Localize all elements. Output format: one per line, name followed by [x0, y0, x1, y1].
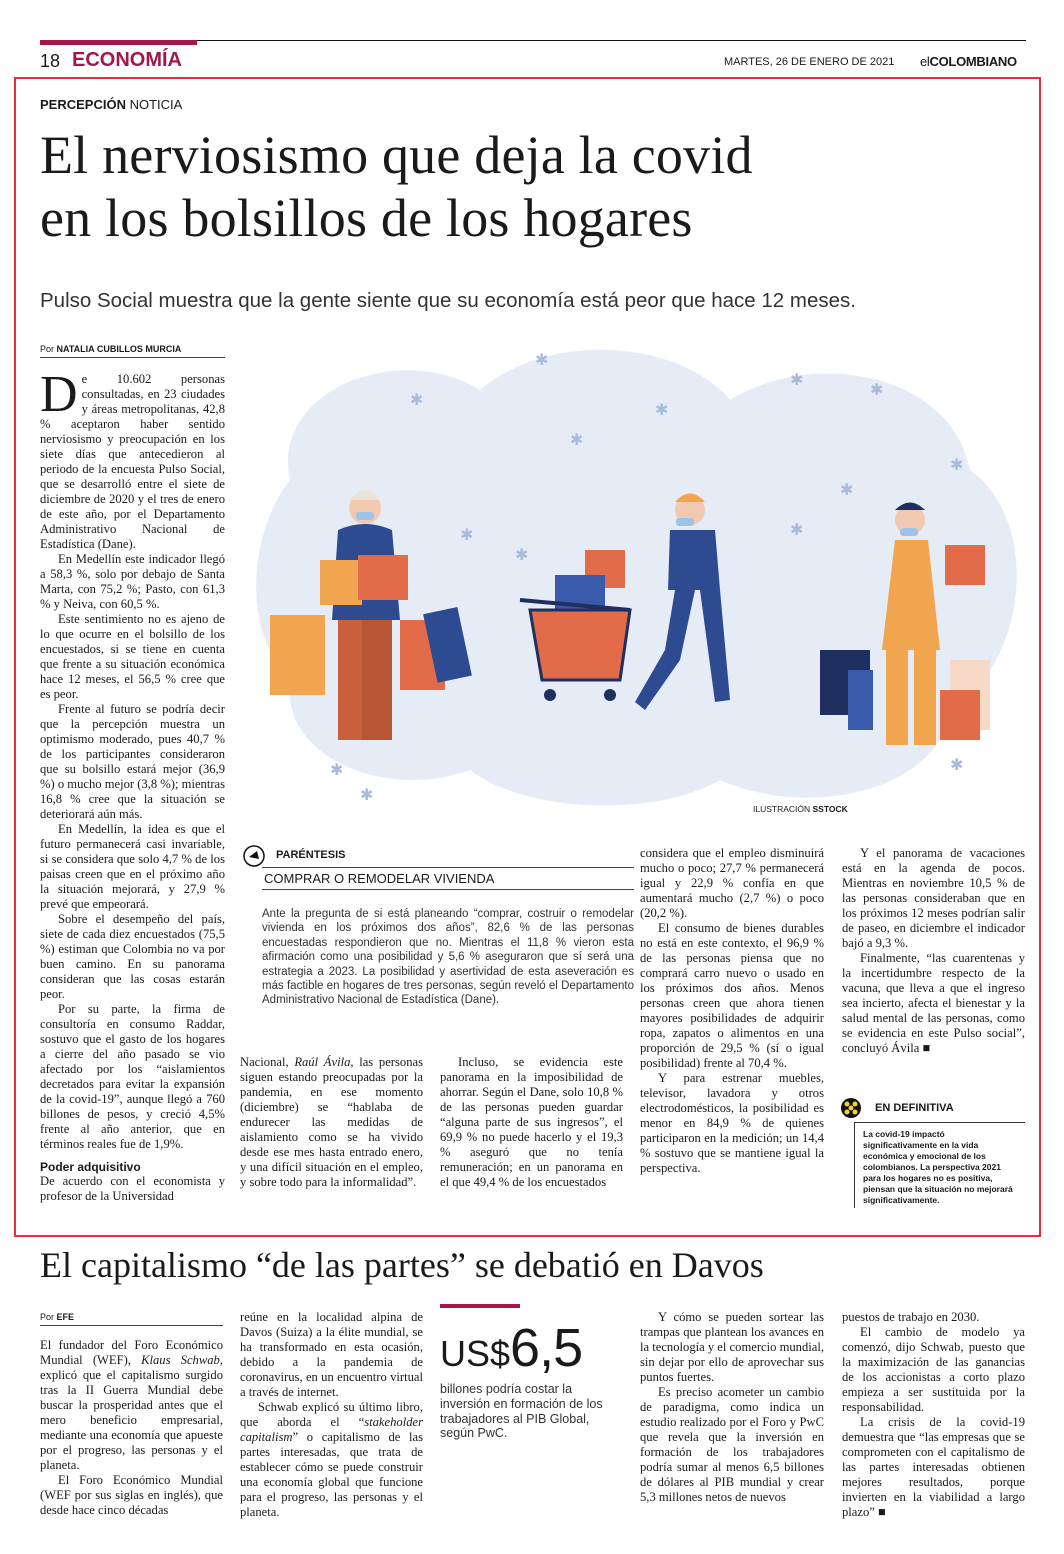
svg-text:✱: ✱ — [515, 545, 529, 564]
article-kicker: PERCEPCIÓN NOTICIA — [40, 97, 183, 112]
article-subhead: Pulso Social muestra que la gente siente que su economía está peor que hace 12 meses. — [40, 289, 856, 312]
column-subheading: Poder adquisitivo — [40, 1160, 141, 1174]
newspaper-logo: elCOLOMBIANO — [920, 54, 1017, 69]
article-column-1: De 10.602 personas consultadas, en 23 ciudades y áreas metropolitanas, 42,8 % aceptaron haber sentido nerviosismo y preocupación en los siete días que antecedieron al periodo de la encuesta Pulso Social, que se desarrolló entre el siete de diciembre de 2020 y el tres de enero de este año, por el Departamento Administrativo Nacional de Estadística (Dane). En Medellín este indicador llegó a 58,3 %, solo por debajo de Santa Marta, con 75,2 %; Pasto, con 61,3 % y Neiva, con 60,5 %. Este sentimiento no es ajeno de lo que ocurre en el bolsillo de los encuestados, si se tiene en cuenta que frente a su situación económica hace 12 meses, el 56,5 % cree que es peor. Frente al futuro se podría decir que la percepción muestra un optimismo moderado, pues 40,7 % de los participantes consideraron que su bolsillo estará mejor (36,9 %) o mucho mejor (3,8 %); mientras 16,8 % cree que la situación se deteriorará aún más. En Medellín, la idea es que el futuro permanecerá casi invariable, si se considera que solo 4,7 % de los paisas creen que en el próximo año la situación mejorará, y 27,9 % prevé que empeorará. Sobre el desempeño del país, siete de cada diez encuestados (75,5 %) estiman que Colombia no va por buen camino. En su panorama consideran que las cosas estarán peor. Por su parte, la firma de consultoría en consumo Raddar, sostuvo que el gasto de los hogares a cierre del año pasado se vio afectado por los “aislamientos decretados para evitar la expansión de la covid-19”, aunque llegó a 760 billones de pesos, y creció 4,5% frente al año anterior, que en términos reales fue de 1,9%. Poder adquisitivo De acuerdo con el economista y profesor de la Universidad — [40, 366, 226, 1203]
svg-text:✱: ✱ — [535, 350, 549, 369]
en-definitiva-label: EN DEFINITIVA — [875, 1102, 954, 1114]
article-headline: El nerviosismo que deja la covid en los bolsillos de los hogares — [40, 125, 753, 248]
svg-text:✱: ✱ — [360, 785, 374, 804]
svg-text:✱: ✱ — [410, 390, 424, 409]
second-article-column-3: Y cómo se pueden sortear las trampas que plantean los avances en la tecnología y el comercio mundial, sin dejar por ello de aprovechar sus puntos fuertes. Es preciso acometer un cambio de paradigma, como indica un estudio realizado por el Foro y PwC que revela que la inversión en formación de los trabajadores podría sumar al menos 6,5 billones de dólares al PIB mundial y crear 5,3 millones netos de nuevos — [640, 1310, 824, 1504]
second-article-column-4: puestos de trabajo en 2030. El cambio de modelo ya comenzó, dijo Schwab, puesto que la maximización de las ganancias de los accionistas a corto plazo empieza a ser sustituida por la responsabilidad. La crisis de la covid-19 demuestra que “las empresas que se comprometen con el capitalismo de las partes interesadas obtienen mejores resultados, porque invierten en la viabilidad a largo plazo” ■ — [842, 1310, 1025, 1519]
virus-icon — [840, 1097, 862, 1119]
svg-text:✱: ✱ — [790, 520, 804, 539]
svg-text:✱: ✱ — [950, 455, 964, 474]
svg-text:✱: ✱ — [840, 480, 854, 499]
svg-text:✱: ✱ — [790, 370, 804, 389]
second-article-headline: El capitalismo “de las partes” se debatió en Davos — [40, 1245, 764, 1285]
article-byline: Por NATALIA CUBILLOS MURCIA — [40, 344, 225, 358]
second-article-column-2: reúne en la localidad alpina de Davos (Suiza) a la élite mundial, se ha transformado en esta ocasión, debido a la pandemia de coronavirus, en un encuentro virtual a través de internet. Schwab explicó su último libro, que aborda el “stakeholder capitalism” o capitalismo de las partes interesadas, que trata de establecer cómo se puede construir una economía global que funcione para el progreso, las personas y el planeta. — [240, 1310, 423, 1519]
illustration-credit: ILUSTRACIÓN SSTOCK — [753, 804, 848, 814]
page-number: 18 — [40, 51, 61, 71]
section-accent-bar — [40, 40, 197, 45]
parentesis-label: PARÉNTESIS — [276, 849, 346, 861]
svg-text:✱: ✱ — [870, 380, 884, 399]
svg-text:✱: ✱ — [655, 400, 669, 419]
svg-text:✱: ✱ — [460, 525, 474, 544]
article-column-4: considera que el empleo disminuirá mucho o poco; 27,7 % permanecerá igual y 22,9 % confía en que aumentará mucho (2,7 %) o poco (20,2 %). El consumo de bienes durables no está en este contexto, el 96,9 % de las personas piensa que no comprará carro nuevo o usado en los próximos dos años. Menos personas creen que ahora tienen mayores posibilidades de adquirir ropa, zapatos o alimentos en una proporción de 29,5 % (sí o igual posibilidad) frente al 70,4 %. Y para estrenar muebles, televisor, lavadora y otros electrodomésticos, la posibilidad es menor en 84,9 % de quienes participaron en la medición; un 14,4 % sostuvo que se mantiene igual la perspectiva. — [640, 846, 824, 1175]
en-definitiva-summary: La covid-19 impactó significativamente en la vida económica y emocional de los colombianos. La perspectiva 2021 para los hogares no es positiva, piensan que la situación no mejorará significativamente. — [854, 1122, 1025, 1208]
svg-text:✱: ✱ — [570, 430, 584, 449]
second-article-column-1: El fundador del Foro Económico Mundial (WEF), Klaus Schwab, explicó que el capitalismo surgido tras la II Guerra Mundial debe buscar la prosperidad antes que el mero beneficio empresarial, mediante una economía que apueste por el progreso, las personas y el planeta. El Foro Económico Mundial (WEF por sus siglas en inglés), que desde hace cinco décadas — [40, 1338, 223, 1517]
svg-text:✱: ✱ — [950, 755, 964, 774]
stat-figure: US$6,5 — [440, 1318, 583, 1378]
shoppers-illustration — [250, 330, 1025, 820]
section-name: ECONOMÍA — [72, 49, 182, 71]
megaphone-icon — [243, 845, 265, 867]
svg-text:✱: ✱ — [330, 760, 344, 779]
parentesis-title: COMPRAR O REMODELAR VIVIENDA — [262, 867, 634, 890]
edition-date: MARTES, 26 DE ENERO DE 2021 — [724, 56, 895, 68]
stat-caption: billones podría costar la inversión en formación de los trabajadores al PIB Global, según PwC. — [440, 1382, 603, 1441]
drop-cap: D — [40, 366, 78, 423]
parentesis-body: Ante la pregunta de si está planeando “comprar, costruir o remodelar vivienda en los próximos dos años”, 82,6 % de las personas encuestadas respondieron que no. Mientras el 11,8 % vieron esta afirmación como una posibilidad y 5,6 % aseguraron que sí será una estrategia a 2023. La posibilidad y asertividad de esta aseveración es más factible en hogares de tres personas, según reveló el Departamento Administrativo Nacional de Estadística (Dane). — [262, 908, 634, 1007]
second-article-byline: Por EFE — [40, 1312, 223, 1326]
article-column-2: Nacional, Raúl Ávila, las personas siguen estando preocupadas por la pandemia, en ese momento (diciembre) se “hablaba de endurecer las medidas de aislamiento como se ha vivido desde ese mes hasta entrado enero, y una difícil situación en el empleo, y sobre todo para la informalidad”. — [240, 1055, 423, 1189]
article-column-3: Incluso, se evidencia este panorama en la imposibilidad de ahorrar. Según el Dane, solo 10,8 % de las personas pueden guardar “alguna parte de sus ingresos”, el 69,9 % no puede hacerlo y el 19,3 % aseguró que no tenía remuneración; en un panorama en el que 49,4 % de los encuestados — [440, 1055, 623, 1189]
article-column-5: Y el panorama de vacaciones está en la agenda de pocos. Mientras en noviembre 10,5 % de las personas consideraban que en los próximos 12 meses podrían salir de paseo, en diciembre el indicador bajó a 9,3 %. Finalmente, “las cuarentenas y la incertidumbre respecto de la vacuna, que lleva a que el ingreso sea incierto, afecta el bienestar y la salud mental de las personas, como se evidencia en este Pulso social”, concluyó Ávila ■ — [842, 846, 1025, 1055]
stat-accent-bar — [440, 1304, 520, 1308]
